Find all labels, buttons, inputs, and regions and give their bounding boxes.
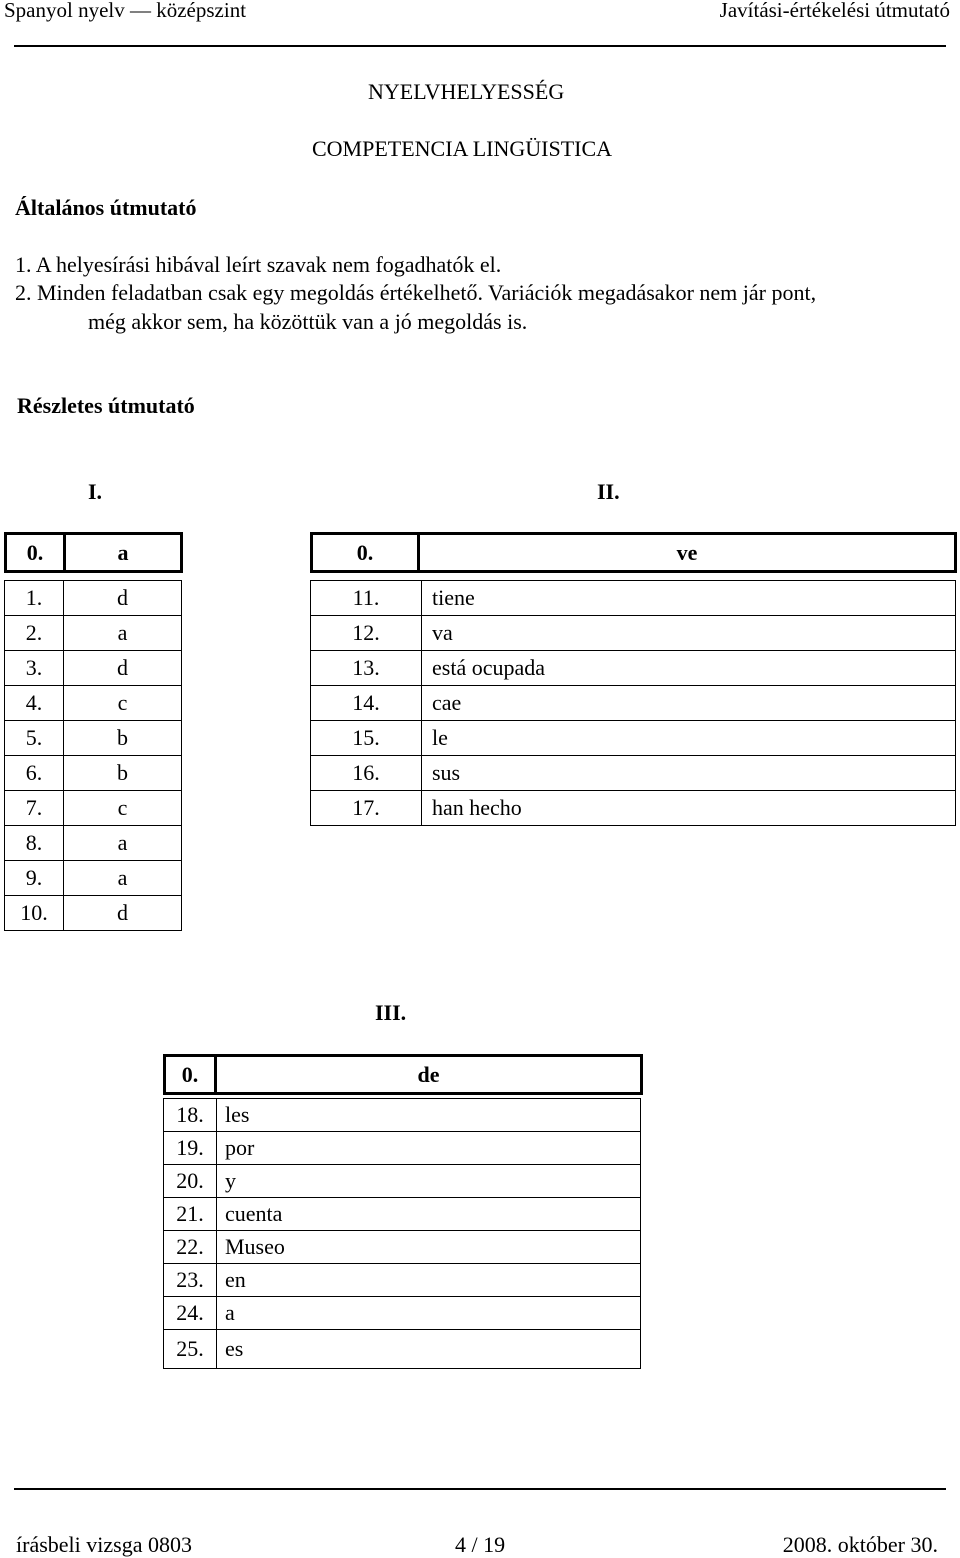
row-answer: va	[422, 616, 956, 651]
table-row	[5, 721, 182, 756]
row-number: 8.	[5, 826, 64, 861]
row-answer: en	[217, 1264, 641, 1297]
general-heading: Általános útmutató	[15, 195, 197, 220]
table-row	[311, 686, 956, 721]
row-answer: d	[64, 581, 182, 616]
table-row	[5, 686, 182, 721]
table-row	[5, 756, 182, 791]
header-rule	[14, 45, 946, 47]
section-2-answers	[310, 580, 956, 826]
example-number: 0.	[165, 1056, 216, 1094]
general-rule-1: 1. A helyesírási hibával leírt szavak nem fogadhatók el.	[15, 252, 502, 277]
row-number: 4.	[5, 686, 64, 721]
table-row	[311, 791, 956, 826]
row-answer: está ocupada	[422, 651, 956, 686]
footer-rule	[14, 1488, 946, 1490]
section-1-example	[4, 532, 183, 573]
table-row	[5, 616, 182, 651]
row-answer: cuenta	[217, 1198, 641, 1231]
row-number: 5.	[5, 721, 64, 756]
row-number: 6.	[5, 756, 64, 791]
table-row	[164, 1297, 641, 1330]
table-row	[164, 1165, 641, 1198]
general-rule-2-cont: még akkor sem, ha közöttük van a jó megoldás is.	[88, 309, 528, 334]
table-row	[5, 791, 182, 826]
row-answer: y	[217, 1165, 641, 1198]
detailed-heading: Részletes útmutató	[17, 393, 195, 418]
row-answer: b	[64, 721, 182, 756]
section-2-example	[310, 532, 957, 573]
section-1-answers	[4, 580, 182, 931]
footer-left: írásbeli vizsga 0803	[16, 1532, 192, 1557]
row-number: 13.	[311, 651, 422, 686]
section-3-answers	[163, 1098, 641, 1369]
section-2-label: II.	[597, 479, 620, 504]
example-answer: a	[65, 534, 182, 572]
table-row	[164, 1231, 641, 1264]
table-row	[5, 826, 182, 861]
row-number: 14.	[311, 686, 422, 721]
row-number: 1.	[5, 581, 64, 616]
row-number: 17.	[311, 791, 422, 826]
table-row	[164, 1330, 641, 1369]
row-answer: a	[64, 826, 182, 861]
row-answer: a	[64, 616, 182, 651]
page-number: 4 / 19	[455, 1532, 506, 1557]
row-number: 19.	[164, 1132, 217, 1165]
table-row	[164, 1264, 641, 1297]
row-number: 24.	[164, 1297, 217, 1330]
row-answer: por	[217, 1132, 641, 1165]
example-answer: de	[216, 1056, 642, 1094]
row-number: 20.	[164, 1165, 217, 1198]
table-row	[164, 1198, 641, 1231]
section-1-label: I.	[88, 479, 103, 504]
section-3-example	[163, 1054, 643, 1095]
row-answer: Museo	[217, 1231, 641, 1264]
row-answer: a	[217, 1297, 641, 1330]
row-answer: cae	[422, 686, 956, 721]
row-answer: d	[64, 651, 182, 686]
row-number: 10.	[5, 896, 64, 931]
example-number: 0.	[6, 534, 65, 572]
row-number: 12.	[311, 616, 422, 651]
table-row	[5, 651, 182, 686]
row-number: 16.	[311, 756, 422, 791]
row-answer: b	[64, 756, 182, 791]
row-number: 22.	[164, 1231, 217, 1264]
table-row	[311, 616, 956, 651]
example-number: 0.	[312, 534, 419, 572]
header-left: Spanyol nyelv — középszint	[4, 0, 247, 22]
row-answer: es	[217, 1330, 641, 1369]
row-number: 11.	[311, 581, 422, 616]
table-row	[311, 651, 956, 686]
row-answer: le	[422, 721, 956, 756]
row-number: 18.	[164, 1099, 217, 1132]
row-number: 9.	[5, 861, 64, 896]
table-row	[311, 756, 956, 791]
row-number: 23.	[164, 1264, 217, 1297]
row-number: 15.	[311, 721, 422, 756]
row-answer: tiene	[422, 581, 956, 616]
row-answer: sus	[422, 756, 956, 791]
row-answer: c	[64, 686, 182, 721]
row-answer: les	[217, 1099, 641, 1132]
table-row	[311, 581, 956, 616]
row-answer: a	[64, 861, 182, 896]
table-row	[5, 581, 182, 616]
row-number: 21.	[164, 1198, 217, 1231]
section-3-label: III.	[375, 1000, 407, 1025]
header-right: Javítási-értékelési útmutató	[719, 0, 950, 22]
general-rule-2: 2. Minden feladatban csak egy megoldás értékelhető. Variációk megadásakor nem jár pont,	[15, 280, 817, 305]
row-number: 25.	[164, 1330, 217, 1369]
row-answer: d	[64, 896, 182, 931]
row-number: 2.	[5, 616, 64, 651]
table-row	[164, 1099, 641, 1132]
example-answer: ve	[419, 534, 956, 572]
row-number: 3.	[5, 651, 64, 686]
row-number: 7.	[5, 791, 64, 826]
page-subtitle: COMPETENCIA LINGÜISTICA	[312, 136, 613, 161]
table-row	[311, 721, 956, 756]
table-row	[5, 896, 182, 931]
table-row	[5, 861, 182, 896]
page-title: NYELVHELYESSÉG	[368, 79, 565, 104]
table-row	[164, 1132, 641, 1165]
row-answer: c	[64, 791, 182, 826]
footer-date: 2008. október 30.	[782, 1532, 938, 1557]
row-answer: han hecho	[422, 791, 956, 826]
